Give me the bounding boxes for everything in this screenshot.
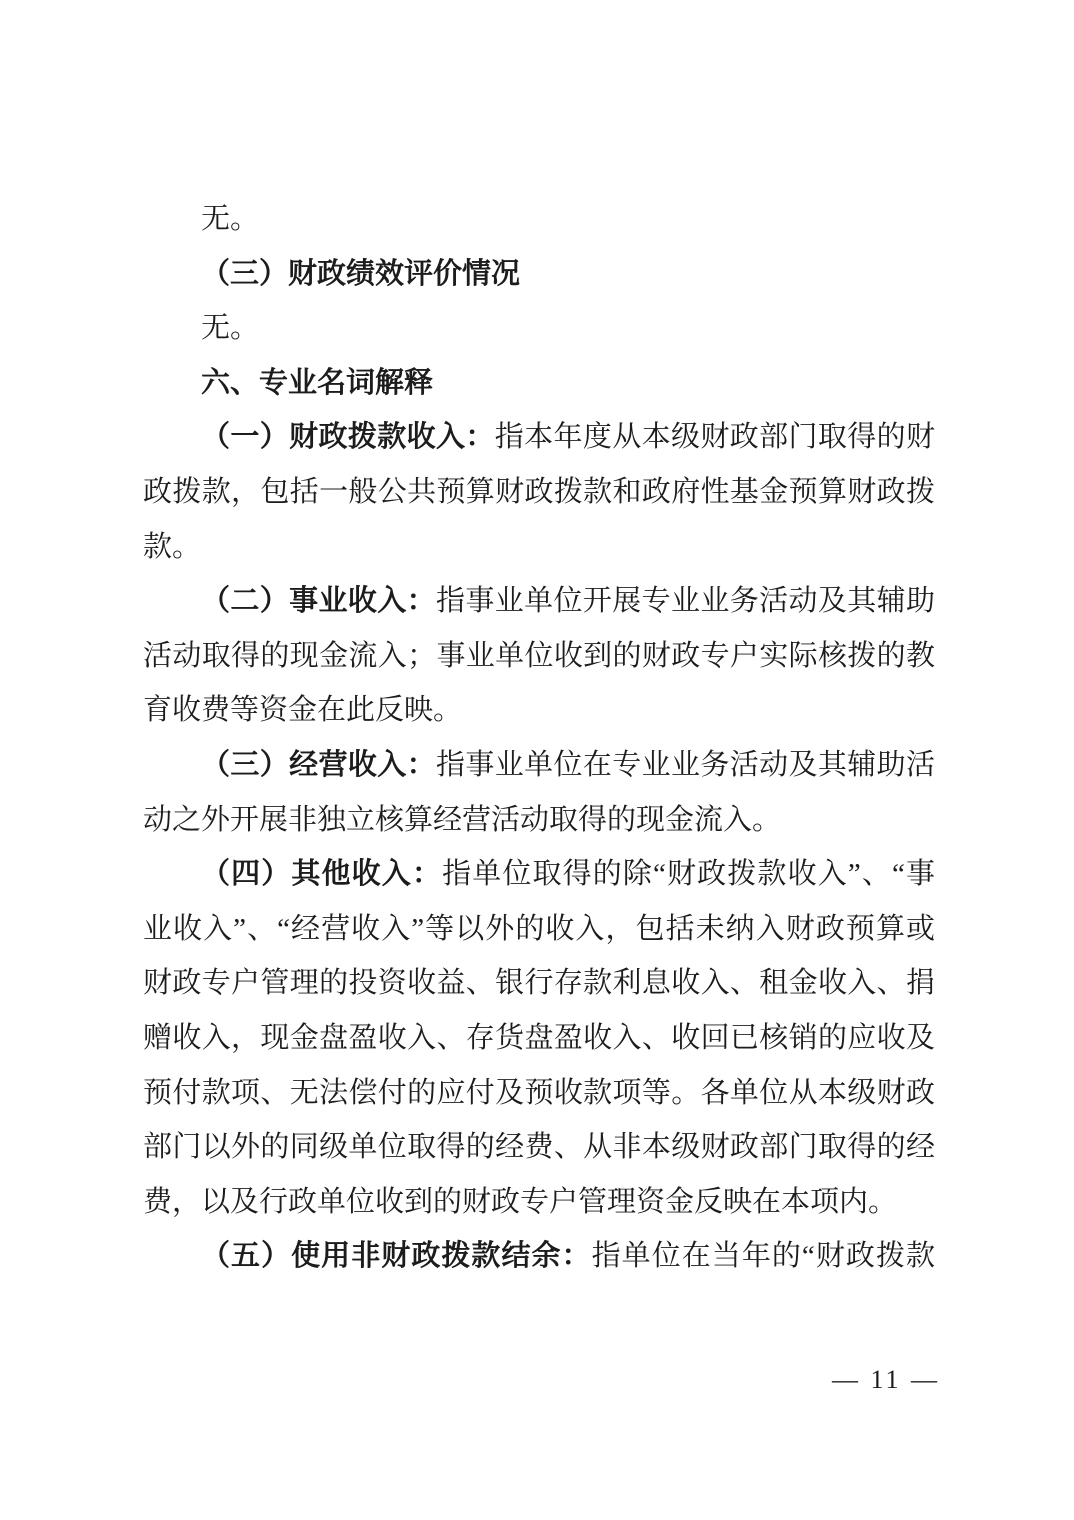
paragraph-none-2 xyxy=(143,301,935,356)
definition-text: 指单位在当年的“财政拨款 xyxy=(591,1240,935,1273)
definition-term: （二）事业收入： xyxy=(201,585,436,618)
definition-non-fiscal-allocation-balance xyxy=(143,1229,935,1284)
definition-other-income xyxy=(143,847,935,1229)
page-number: — 11 — xyxy=(831,1365,940,1394)
definition-fiscal-allocation-income xyxy=(143,410,935,574)
definition-term: （四）其他收入： xyxy=(201,858,443,891)
paragraph-text: 无。 xyxy=(201,203,260,235)
definition-business-income xyxy=(143,574,935,738)
document-body xyxy=(143,192,935,1284)
definition-text: 指本年度从本级财政部门取得的财政拨款，包括一般公共预算财政拨款和政府性基金预算财政拨款。 xyxy=(143,421,935,563)
section-heading-text: 六、专业名词解释 xyxy=(201,366,434,399)
definition-term: （五）使用非财政拨款结余： xyxy=(201,1240,592,1273)
definition-text: 指事业单位在专业业务活动及其辅助活动之外开展非独立核算经营活动取得的现金流入。 xyxy=(143,748,935,836)
definition-term: （一）财政拨款收入： xyxy=(201,421,495,454)
paragraph-text: 无。 xyxy=(201,312,260,345)
definition-term: （三）经营收入： xyxy=(201,748,436,781)
subheading-text: （三）财政绩效评价情况 xyxy=(201,257,521,290)
definition-text: 指单位取得的除“财政拨款收入”、“事业收入”、“经营收入”等以外的收入，包括未纳入财政预算或财政专户管理的投资收益、银行存款利息收入、租金收入、捐赠收入，现金盘盈收入、存货盘盈收入、收回已核销的应收及预付款项、无法偿付的应付及预收款项等。各单位从本级财政部门以外的同级单位取得的经费、从非本级财政部门取得的经费，以及行政单位收到的财政专户管理资金反映在本项内。 xyxy=(143,858,935,1218)
definition-text: 指事业单位开展专业业务活动及其辅助活动取得的现金流入；事业单位收到的财政专户实际核拨的教育收费等资金在此反映。 xyxy=(143,585,935,727)
section-heading-terminology xyxy=(143,356,935,411)
paragraph-none-1 xyxy=(143,192,935,247)
subheading-fiscal-performance-evaluation xyxy=(143,247,935,302)
definition-operating-income xyxy=(143,738,935,847)
